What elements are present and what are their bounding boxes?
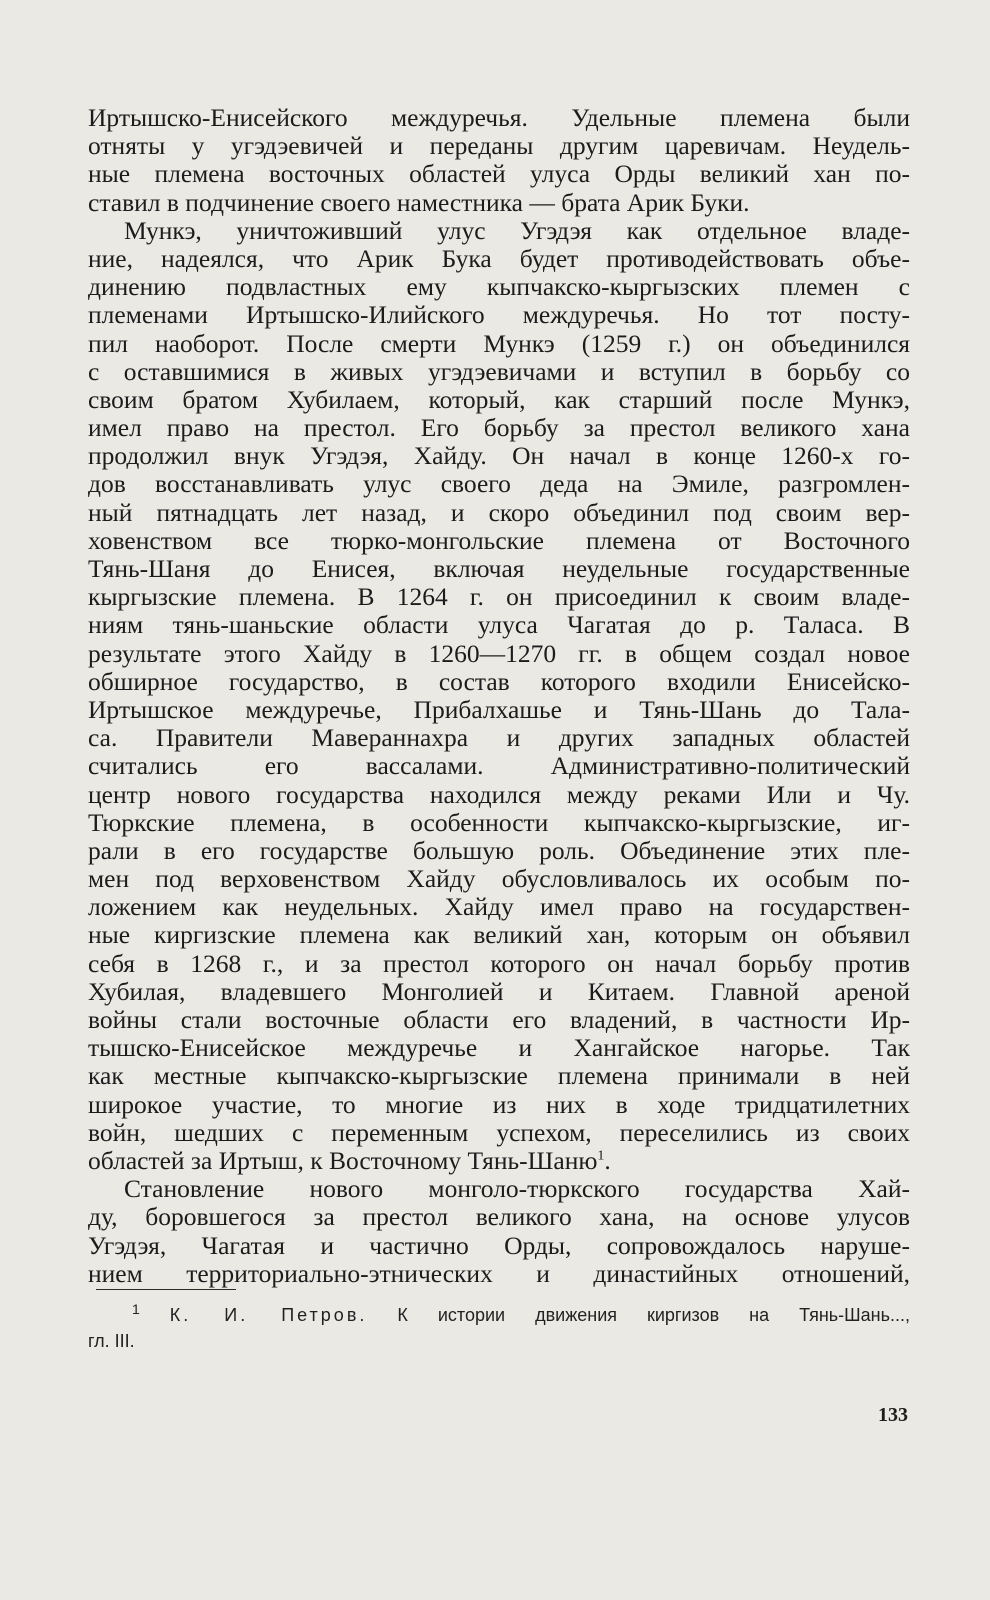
- paragraph-2: [88, 217, 910, 1175]
- main-text: [88, 104, 910, 1288]
- paragraph-1: [88, 104, 910, 217]
- text-line: продолжил внук Угэдэя, Хайду. Он начал в конце 1260-х го-: [88, 441, 910, 471]
- text-line: дов восстанавливать улус своего деда на Эмиле, разгромлен-: [88, 469, 910, 499]
- text-line: Тюркские племена, в особенности кыпчакско-кыргызские, иг-: [88, 807, 910, 837]
- text-line: Становление нового монголо-тюркского государства Хай-: [124, 1174, 910, 1204]
- text-line: нием территориально-этнических и династийных отношений,: [88, 1258, 910, 1288]
- text-line: Иртышско-Енисейского междуречья. Удельные племена были: [88, 103, 910, 132]
- text-line: отняты у угэдэевичей и переданы другим царевичам. Неудель-: [88, 131, 910, 161]
- text-line: ниям тянь-шаньские области улуса Чагатая до р. Таласа. В: [88, 610, 910, 640]
- footnote-author: К. И. Петров.: [169, 1305, 368, 1325]
- text-line: ложением как неудельных. Хайду имел право на государствен-: [88, 892, 910, 922]
- footnote-divider: [96, 1289, 236, 1290]
- text-line: Мункэ, уничтоживший улус Угэдэя как отдельное владе-: [124, 215, 910, 245]
- text-line: центр нового государства находился между реками Или и Чу.: [88, 779, 910, 809]
- text-line: широкое участие, то многие из них в ходе тридцатилетних: [88, 1089, 910, 1119]
- text-line: Угэдэя, Чагатая и частично Орды, сопровождалось наруше-: [88, 1230, 910, 1260]
- text-line: племенами Иртышско-Илийского междуречья. Но тот посту-: [88, 300, 910, 330]
- text-line: себя в 1268 г., и за престол которого он начал борьбу против: [88, 948, 910, 978]
- text-line-content: областей за Иртыш, к Восточному Тянь-Шаню: [88, 1145, 598, 1175]
- text-line: пил наоборот. После смерти Мункэ (1259 г.) он объединился: [88, 328, 910, 358]
- text-line: обширное государство, в состав которого входили Енисейско-: [88, 666, 910, 696]
- text-line: как местные кыпчакско-кыргызские племена принимали в ней: [88, 1061, 910, 1091]
- text-line: ные киргизские племена как великий хан, которым он объявил: [88, 920, 910, 950]
- footnote-line: [88, 1302, 910, 1328]
- footnote-title: К истории движения киргизов на Тянь-Шань...,: [397, 1305, 910, 1325]
- paragraph-3: [88, 1175, 910, 1288]
- text-line: с оставшимися в живых угэдэевичами и вступил в борьбу со: [88, 356, 910, 386]
- footnote-marker: 1: [132, 1301, 140, 1317]
- text-line: войны стали восточные области его владений, в частности Ир-: [88, 1005, 910, 1034]
- text-line: Хубилая, владевшего Монголией и Китаем. Главной ареной: [88, 976, 910, 1006]
- text-line: результате этого Хайду в 1260—1270 гг. в общем создал новое: [88, 638, 910, 668]
- text-line: Тянь-Шаня до Енисея, включая неудельные государственные: [88, 554, 910, 583]
- text-line: рали в его государстве большую роль. Объединение этих пле-: [88, 835, 910, 865]
- text-line: мен под верховенством Хайду обусловливалось их особым по-: [88, 864, 910, 894]
- text-line: Иртышское междуречье, Прибалхашье и Тянь-Шань до Тала-: [88, 694, 910, 724]
- text-line: ду, боровшегося за престол великого хана, на основе улусов: [88, 1202, 910, 1232]
- footnote-line: гл. III.: [88, 1331, 135, 1351]
- text-line: ховенством все тюрко-монгольские племена от Восточного: [88, 525, 910, 555]
- footnote-reference[interactable]: 1: [597, 1148, 605, 1164]
- text-line: своим братом Хубилаем, который, как старший после Мункэ,: [88, 384, 910, 414]
- text-line: имел право на престол. Его борьбу за престол великого хана: [88, 413, 910, 443]
- text-line: ный пятнадцать лет назад, и скоро объединил под своим вер-: [88, 497, 910, 527]
- text-line: [88, 1147, 910, 1175]
- text-line: кыргызские племена. В 1264 г. он присоединил к своим владе-: [88, 582, 910, 612]
- sentence-end: .: [604, 1145, 611, 1175]
- text-line: тышско-Енисейское междуречье и Хангайское нагорье. Так: [88, 1033, 910, 1063]
- text-line: ставил в подчинение своего наместника — брата Арик Буки.: [88, 187, 750, 217]
- text-line: ние, надеялся, что Арик Бука будет противодействовать объе-: [88, 243, 910, 273]
- text-line: са. Правители Мавераннахра и других западных областей: [88, 723, 910, 753]
- footnote: [88, 1302, 910, 1354]
- text-line: считались его вассалами. Административно-политический: [88, 751, 910, 781]
- page-number: 133: [878, 1404, 908, 1426]
- text-line: ные племена восточных областей улуса Орды великий хан по-: [88, 159, 910, 189]
- text-line: войн, шедших с переменным успехом, переселились из своих: [88, 1117, 910, 1147]
- text-line: динению подвластных ему кыпчакско-кыргызских племен с: [88, 272, 910, 302]
